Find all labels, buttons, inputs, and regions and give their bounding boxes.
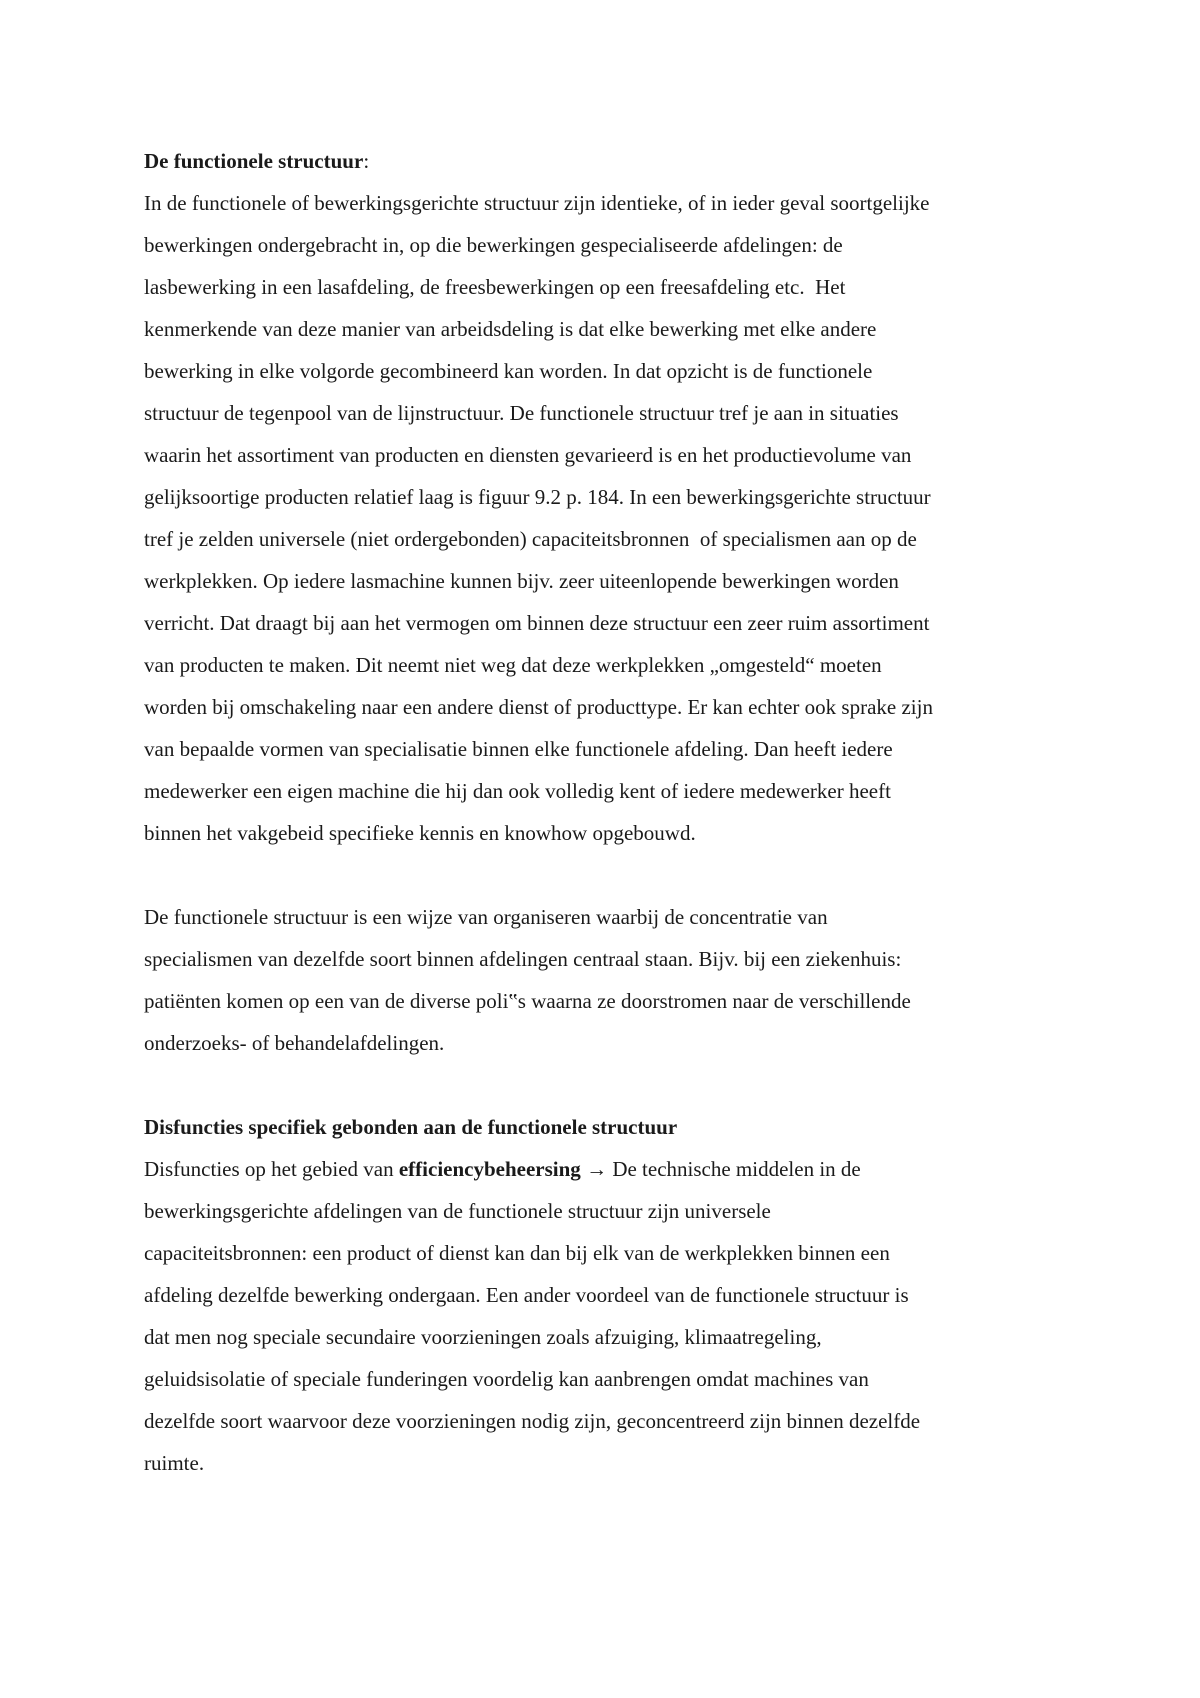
text-line [144, 1148, 1050, 1190]
section-heading: Disfuncties specifiek gebonden aan de functionele structuur [144, 1115, 678, 1139]
text-line: bewerkingsgerichte afdelingen van de functionele structuur zijn universele [144, 1199, 771, 1223]
text-line: bewerking in elke volgorde gecombineerd kan worden. In dat opzicht is de functionele [144, 359, 873, 383]
section-heading: De functionele structuur [144, 149, 364, 173]
paragraph-gap [144, 1064, 1050, 1106]
text-line: van producten te maken. Dit neemt niet weg dat deze werkplekken „omgesteld“ moeten [144, 653, 882, 677]
text-line: De functionele structuur is een wijze van organiseren waarbij de concentratie van [144, 905, 828, 929]
section-heading-line [144, 140, 1050, 182]
paragraph-2 [144, 896, 1050, 1064]
text-line: tref je zelden universele (niet ordergebonden) capaciteitsbronnen of specialismen aan op de [144, 527, 917, 551]
text-line: patiënten komen op een van de diverse poli‟s waarna ze doorstromen naar de verschillende [144, 989, 911, 1013]
text-line: specialismen van dezelfde soort binnen afdelingen centraal staan. Bijv. bij een ziekenhuis: [144, 947, 902, 971]
text-line: gelijksoortige producten relatief laag is figuur 9.2 p. 184. In een bewerkingsgerichte structuur [144, 485, 931, 509]
text-line: werkplekken. Op iedere lasmachine kunnen bijv. zeer uiteenlopende bewerkingen worden [144, 569, 899, 593]
text-line: waarin het assortiment van producten en diensten gevarieerd is en het productievolume van [144, 443, 912, 467]
text-line: bewerkingen ondergebracht in, op die bewerkingen gespecialiseerde afdelingen: de [144, 233, 843, 257]
paragraph-3 [144, 1148, 1050, 1484]
text-run: Disfuncties op het gebied van [144, 1157, 399, 1181]
text-line: geluidsisolatie of speciale funderingen voordelig kan aanbrengen omdat machines van [144, 1367, 869, 1391]
paragraph-1 [144, 182, 1050, 854]
text-line: afdeling dezelfde bewerking ondergaan. Een ander voordeel van de functionele structuur is [144, 1283, 909, 1307]
text-run: → De technische middelen in de [580, 1157, 861, 1181]
text-line: medewerker een eigen machine die hij dan ook volledig kent of iedere medewerker heeft [144, 779, 891, 803]
text-line: In de functionele of bewerkingsgerichte structuur zijn identieke, of in ieder geval soortgelijke [144, 191, 930, 215]
paragraph-gap [144, 854, 1050, 896]
heading-suffix: : [363, 149, 370, 173]
text-line: kenmerkende van deze manier van arbeidsdeling is dat elke bewerking met elke andere [144, 317, 877, 341]
text-line: binnen het vakgebeid specifieke kennis en knowhow opgebouwd. [144, 821, 696, 845]
text-line: onderzoeks- of behandelafdelingen. [144, 1031, 445, 1055]
text-line: lasbewerking in een lasafdeling, de freesbewerkingen op een freesafdeling etc. Het [144, 275, 846, 299]
text-line: van bepaalde vormen van specialisatie binnen elke functionele afdeling. Dan heeft iedere [144, 737, 893, 761]
text-line: dat men nog speciale secundaire voorzieningen zoals afzuiging, klimaatregeling, [144, 1325, 822, 1349]
section-heading-line [144, 1106, 1050, 1148]
text-line: dezelfde soort waarvoor deze voorzieningen nodig zijn, geconcentreerd zijn binnen dezelfde [144, 1409, 921, 1433]
text-line: worden bij omschakeling naar een andere dienst of producttype. Er kan echter ook sprake zijn [144, 695, 933, 719]
document-body [144, 140, 1050, 1484]
text-line: structuur de tegenpool van de lijnstructuur. De functionele structuur tref je aan in situaties [144, 401, 899, 425]
text-line: ruimte. [144, 1451, 205, 1475]
text-line: capaciteitsbronnen: een product of dienst kan dan bij elk van de werkplekken binnen een [144, 1241, 890, 1265]
text-line: verricht. Dat draagt bij aan het vermogen om binnen deze structuur een zeer ruim assortiment [144, 611, 930, 635]
emphasis-term: efficiencybeheersing [398, 1157, 581, 1181]
